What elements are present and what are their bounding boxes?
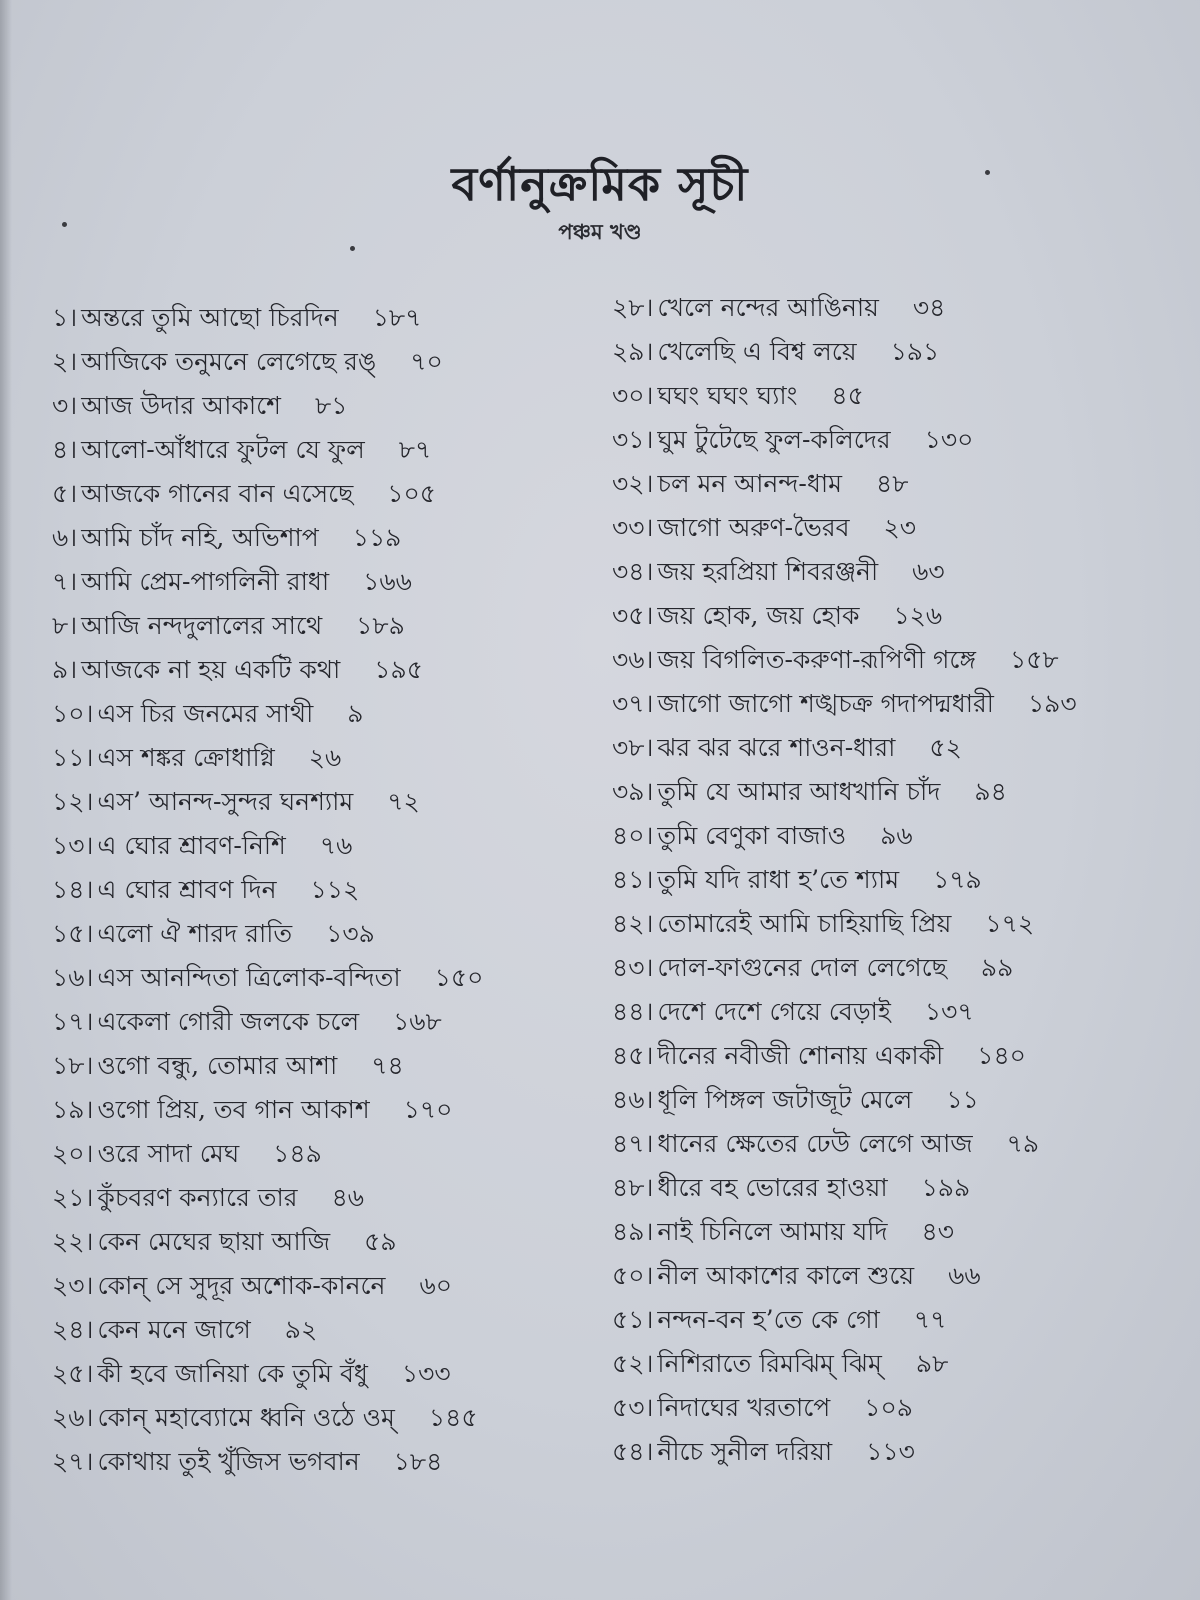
entry-number: ৫৪। [612, 1437, 654, 1466]
entry-page-number: ১৯১ [890, 337, 940, 366]
entry-number: ৪৮। [612, 1173, 654, 1202]
entry-title: কোন্ মহাব্যোমে ধ্বনি ওঠে ওম্ [97, 1403, 395, 1432]
index-entry [52, 384, 572, 428]
entry-number: ১৪। [52, 875, 94, 904]
index-entry [612, 418, 1172, 462]
print-speck [985, 170, 990, 175]
index-entry [52, 1440, 572, 1484]
index-entry [612, 330, 1172, 374]
entry-page-number: ৬৬ [948, 1261, 981, 1290]
entry-number: ৪৩। [612, 953, 654, 982]
entry-page-number: ৯৮ [915, 1349, 949, 1378]
entry-page-number: ৪৬ [331, 1183, 365, 1212]
entry-number: ৬। [52, 523, 78, 552]
entry-number: ৫। [52, 479, 78, 508]
index-entry [52, 1396, 572, 1440]
index-entry [52, 692, 572, 736]
index-entry [612, 1166, 1172, 1210]
entry-title: আজ উদার আকাশে [81, 391, 281, 420]
entry-title: ঘঘং ঘঘং ঘ্যাং [657, 381, 798, 410]
entry-page-number: ১৮৪ [393, 1447, 443, 1476]
entry-page-number: ১১৩ [866, 1437, 915, 1466]
index-entry [52, 956, 572, 1000]
index-entry [52, 1308, 572, 1352]
entry-page-number: ৮৭ [398, 435, 432, 464]
index-entry [52, 824, 572, 868]
entry-page-number: ১৩৩ [401, 1359, 451, 1388]
entry-title: এস শঙ্কর ক্রোধাগ্নি [97, 743, 275, 772]
entry-title: ধানের ক্ষেতের ঢেউ লেগে আজ [657, 1129, 973, 1158]
entry-number: ৪১। [612, 865, 654, 894]
entry-number: ১৭। [52, 1007, 94, 1036]
entry-number: ৩। [52, 391, 78, 420]
index-entry [52, 428, 572, 472]
index-entry [52, 912, 572, 956]
entry-page-number: ১৭০ [403, 1095, 453, 1124]
index-entry [52, 296, 572, 340]
entry-title: এস চির জনমের সাথী [97, 699, 314, 728]
index-column-left [52, 296, 572, 1484]
entry-number: ১। [52, 303, 78, 332]
index-entry [612, 858, 1172, 902]
entry-number: ৭। [52, 567, 78, 596]
entry-number: ১১। [52, 743, 94, 772]
entry-title: আমি চাঁদ নহি, অভিশাপ [81, 523, 319, 552]
index-entry [612, 1298, 1172, 1342]
index-entry [612, 286, 1172, 330]
index-entry [612, 374, 1172, 418]
entry-page-number: ১১২ [310, 875, 360, 904]
entry-title: ওরে সাদা মেঘ [97, 1139, 240, 1168]
entry-number: ৪০। [612, 821, 654, 850]
entry-page-number: ৪৮ [876, 469, 909, 498]
entry-title: ঝর ঝর ঝরে শাওন-ধারা [657, 733, 896, 762]
entry-title: খেলে নন্দের আঙিনায় [657, 293, 879, 322]
index-entry [612, 638, 1172, 682]
index-entry [612, 1122, 1172, 1166]
entry-title: ধূলি পিঙ্গল জটাজূট মেলে [657, 1085, 913, 1114]
entry-page-number: ৭৬ [319, 831, 353, 860]
index-entry [612, 462, 1172, 506]
entry-title: নীল আকাশের কালে শুয়ে [657, 1261, 915, 1290]
entry-title: আজিকে তনুমনে লেগেছে রঙ্ [81, 347, 377, 376]
index-entry [612, 594, 1172, 638]
index-entry [612, 1430, 1172, 1474]
entry-title: কেন মনে জাগে [97, 1315, 251, 1344]
entry-number: ২৫। [52, 1359, 94, 1388]
entry-title: ঘুম টুটেছে ফুল-কলিদের [657, 425, 891, 454]
entry-page-number: ১৩৯ [326, 919, 375, 948]
index-entry [52, 1176, 572, 1220]
entry-title: আলো-আঁধারে ফুটল যে ফুল [81, 435, 365, 464]
entry-number: ৪৭। [612, 1129, 654, 1158]
entry-title: জয় হরপ্রিয়া শিবরঞ্জনী [657, 557, 879, 586]
entry-number: ২১। [52, 1183, 94, 1212]
entry-page-number: ৫২ [929, 733, 962, 762]
index-entry [612, 506, 1172, 550]
index-entry [612, 682, 1172, 726]
entry-number: ৪৯। [612, 1217, 654, 1246]
index-entry [52, 1352, 572, 1396]
index-entry [612, 1034, 1172, 1078]
entry-page-number: ১৩৭ [924, 997, 974, 1026]
entry-title: চল মন আনন্দ-ধাম [657, 469, 843, 498]
entry-page-number: ১৬৬ [363, 567, 412, 596]
entry-number: ৫০। [612, 1261, 654, 1290]
print-speck [350, 246, 355, 251]
entry-title: আমি প্রেম-পাগলিনী রাধা [81, 567, 330, 596]
entry-number: ৫১। [612, 1305, 654, 1334]
entry-title: কোন্ সে সুদূর অশোক-কাননে [97, 1271, 386, 1300]
entry-title: তুমি বেণুকা বাজাও [657, 821, 847, 850]
entry-number: ৩৫। [612, 601, 654, 630]
entry-page-number: ৪৩ [921, 1217, 954, 1246]
entry-number: ৪২। [612, 909, 654, 938]
entry-title: আজকে গানের বান এসেছে [81, 479, 354, 508]
entry-page-number: ৭২ [387, 787, 420, 816]
entry-number: ১০। [52, 699, 94, 728]
entry-number: ৩০। [612, 381, 654, 410]
index-entry [612, 770, 1172, 814]
index-entry [52, 648, 572, 692]
entry-number: ৪। [52, 435, 78, 464]
entry-page-number: ১২৬ [893, 601, 943, 630]
entry-number: ৮। [52, 611, 78, 640]
entry-page-number: ৯৯ [980, 953, 1014, 982]
entry-page-number: ১৯৫ [374, 655, 423, 684]
entry-title: ওগো প্রিয়, তব গান আকাশ [97, 1095, 370, 1124]
entry-page-number: ৬০ [419, 1271, 452, 1300]
entry-title: কী হবে জানিয়া কে তুমি বঁধু [97, 1359, 368, 1388]
index-entry [612, 1078, 1172, 1122]
index-entry [612, 814, 1172, 858]
entry-title: একেলা গোরী জলকে চলে [97, 1007, 360, 1036]
entry-page-number: ১০৫ [387, 479, 436, 508]
entry-title: দোল-ফাগুনের দোল লেগেছে [657, 953, 947, 982]
entry-number: ৩৪। [612, 557, 654, 586]
entry-number: ৩৬। [612, 645, 654, 674]
page-subtitle: পঞ্চম খণ্ড [558, 219, 642, 244]
entry-number: ৩৭। [612, 689, 654, 718]
index-entry [612, 1386, 1172, 1430]
entry-number: ১৬। [52, 963, 94, 992]
entry-page-number: ৯ [347, 699, 364, 728]
entry-number: ২০। [52, 1139, 94, 1168]
entry-page-number: ১৪৫ [428, 1403, 478, 1432]
index-entry [52, 1264, 572, 1308]
entry-title: জয় হোক, জয় হোক [657, 601, 860, 630]
entry-page-number: ১৬৮ [393, 1007, 442, 1036]
entry-number: ৩৯। [612, 777, 654, 806]
entry-page-number: ৯৪ [974, 777, 1007, 806]
entry-title: এ ঘোর শ্রাবণ-নিশি [97, 831, 286, 860]
entry-page-number: ২৩ [883, 513, 917, 542]
entry-number: ২৮। [612, 293, 654, 322]
entry-title: আজকে না হয় একটি কথা [81, 655, 341, 684]
entry-page-number: ১৪০ [977, 1041, 1026, 1070]
entry-title: জাগো অরুণ-ভৈরব [657, 513, 850, 542]
index-column-right [612, 286, 1172, 1474]
entry-number: ২৭। [52, 1447, 94, 1476]
entry-page-number: ১৪৯ [273, 1139, 322, 1168]
entry-page-number: ৩৪ [912, 293, 946, 322]
entry-number: ২৯। [612, 337, 654, 366]
entry-page-number: ৪৫ [831, 381, 864, 410]
entry-title: নীচে সুনীল দরিয়া [657, 1437, 833, 1466]
entry-page-number: ১৩০ [924, 425, 974, 454]
entry-page-number: ১৫৮ [1009, 645, 1059, 674]
index-entry [52, 340, 572, 384]
entry-title: কেন মেঘের ছায়া আজি [97, 1227, 331, 1256]
entry-page-number: ৭৯ [1006, 1129, 1040, 1158]
entry-title: আজি নন্দদুলালের সাথে [81, 611, 323, 640]
entry-page-number: ৫৯ [364, 1227, 397, 1256]
entry-number: ২২। [52, 1227, 94, 1256]
entry-title: জয় বিগলিত-করুণা-রূপিণী গঙ্গে [657, 645, 976, 674]
entry-number: ১৩। [52, 831, 94, 860]
entry-page-number: ৯২ [284, 1315, 318, 1344]
index-entry [52, 1044, 572, 1088]
entry-title: ধীরে বহ ভোরের হাওয়া [657, 1173, 888, 1202]
entry-number: ২৪। [52, 1315, 94, 1344]
entry-title: তুমি যে আমার আধখানি চাঁদ [657, 777, 941, 806]
entry-page-number: ১৭৯ [933, 865, 982, 894]
entry-title: খেলেছি এ বিশ্ব লয়ে [657, 337, 857, 366]
entry-page-number: ১০৯ [864, 1393, 913, 1422]
index-entry [612, 726, 1172, 770]
entry-number: ২৬। [52, 1403, 94, 1432]
index-entry [612, 550, 1172, 594]
entry-title: অন্তরে তুমি আছো চিরদিন [81, 303, 339, 332]
entry-page-number: ২৬ [308, 743, 342, 772]
entry-number: ৪৬। [612, 1085, 654, 1114]
index-entry [612, 902, 1172, 946]
entry-title: দেশে দেশে গেয়ে বেড়াই [657, 997, 891, 1026]
entry-title: তোমারেই আমি চাহিয়াছি প্রিয় [657, 909, 952, 938]
entry-page-number: ১৮৯ [356, 611, 405, 640]
entry-page-number: ৭০ [410, 347, 443, 376]
entry-number: ৩৩। [612, 513, 654, 542]
entry-title: নন্দন-বন হ’তে কে গো [657, 1305, 880, 1334]
index-entry [52, 1088, 572, 1132]
entry-number: ৩৮। [612, 733, 654, 762]
entry-title: ওগো বন্ধু, তোমার আশা [97, 1051, 338, 1080]
entry-title: নাই চিনিলে আমায় যদি [657, 1217, 888, 1246]
index-entry [52, 560, 572, 604]
entry-number: ২৩। [52, 1271, 94, 1300]
index-entry [52, 736, 572, 780]
entry-page-number: ৮১ [314, 391, 348, 420]
entry-page-number: ১৯৯ [921, 1173, 971, 1202]
index-entry [52, 1220, 572, 1264]
entry-title: নিশিরাতে রিমঝিম্ ঝিম্ [657, 1349, 882, 1378]
entry-title: কুঁচবরণ কন্যারে তার [97, 1183, 298, 1212]
entry-number: ৪৫। [612, 1041, 654, 1070]
entry-number: ১৯। [52, 1095, 94, 1124]
entry-page-number: ১১ [946, 1085, 979, 1114]
entry-page-number: ৯৬ [880, 821, 913, 850]
index-entry [612, 1254, 1172, 1298]
index-entry [612, 990, 1172, 1034]
entry-title: এলো ঐ শারদ রাতি [97, 919, 293, 948]
entry-title: দীনের নবীজী শোনায় একাকী [657, 1041, 944, 1070]
index-entry [612, 946, 1172, 990]
entry-number: ৫২। [612, 1349, 654, 1378]
entry-number: ৯। [52, 655, 78, 684]
index-entry [52, 516, 572, 560]
entry-title: নিদাঘের খরতাপে [657, 1393, 831, 1422]
entry-number: ১৮। [52, 1051, 94, 1080]
index-entry [612, 1342, 1172, 1386]
index-entry [52, 868, 572, 912]
entry-page-number: ১৫০ [434, 963, 484, 992]
entry-number: ১৫। [52, 919, 94, 948]
entry-title: জাগো জাগো শঙ্খচক্র গদাপদ্মধারী [657, 689, 994, 718]
entry-number: ৩২। [612, 469, 654, 498]
index-entry [52, 1132, 572, 1176]
entry-page-number: ৭৭ [913, 1305, 947, 1334]
entry-page-number: ৭৪ [371, 1051, 404, 1080]
index-entry [52, 604, 572, 648]
index-entry [612, 1210, 1172, 1254]
entry-page-number: ১৯৩ [1027, 689, 1077, 718]
entry-page-number: ১৮৭ [372, 303, 422, 332]
entry-page-number: ৬৩ [912, 557, 945, 586]
index-entry [52, 780, 572, 824]
entry-title: তুমি যদি রাধা হ’তে শ্যাম [657, 865, 900, 894]
entry-number: ৩১। [612, 425, 654, 454]
entry-number: ৫৩। [612, 1393, 654, 1422]
page-title: বর্ণানুক্রমিক সূচী [451, 157, 749, 211]
entry-title: এ ঘোর শ্রাবণ দিন [97, 875, 277, 904]
entry-number: ৪৪। [612, 997, 654, 1026]
entry-number: ২। [52, 347, 78, 376]
entry-title: এস’ আনন্দ-সুন্দর ঘনশ্যাম [97, 787, 354, 816]
entry-title: কোথায় তুই খুঁজিস ভগবান [97, 1447, 360, 1476]
entry-page-number: ১৭২ [985, 909, 1035, 938]
index-entry [52, 1000, 572, 1044]
entry-title: এস আনন্দিতা ত্রিলোক-বন্দিতা [97, 963, 401, 992]
entry-number: ১২। [52, 787, 94, 816]
entry-page-number: ১১৯ [352, 523, 402, 552]
print-speck [62, 222, 67, 227]
index-entry [52, 472, 572, 516]
